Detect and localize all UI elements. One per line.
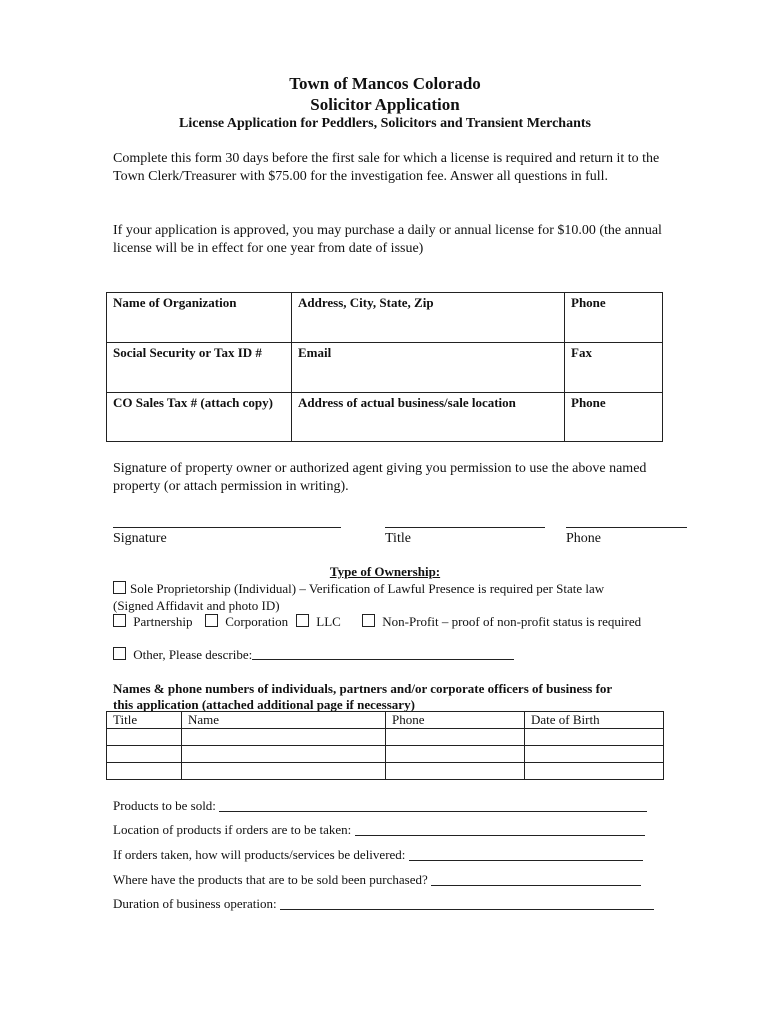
other-describe-line[interactable] [252, 659, 514, 660]
table-cell[interactable] [182, 763, 386, 780]
intro-paragraph-2: If your application is approved, you may purchase a daily or annual license for $10.00 (the annual license will be in effect for one year from date of issue) [113, 223, 662, 256]
sales-tax-cell[interactable]: CO Sales Tax # (attach copy) [107, 393, 292, 442]
phone-label: Phone [566, 531, 601, 546]
people-heading-line-1: Names & phone numbers of individuals, partners and/or corporate officers of business for [113, 681, 613, 696]
other-checkbox[interactable] [113, 647, 126, 660]
non-profit-option [362, 614, 641, 630]
signature-label: Signature [113, 531, 167, 546]
people-table [106, 711, 664, 780]
duration-line[interactable] [280, 897, 654, 910]
ownership-heading: Type of Ownership: [329, 564, 441, 579]
table-cell[interactable] [525, 746, 664, 763]
corporation-label: Corporation [225, 614, 289, 629]
products-question [113, 798, 647, 814]
purchased-line[interactable] [431, 873, 641, 886]
delivery-label: If orders taken, how will products/services be delivered: [113, 847, 406, 862]
table-cell[interactable] [386, 746, 525, 763]
purchased-label: Where have the products that are to be sold been purchased? [113, 872, 428, 887]
form-subtitle: License Application for Peddlers, Solicitors and Transient Merchants [179, 116, 591, 131]
table-cell[interactable] [107, 729, 182, 746]
org-phone-cell[interactable]: Phone [565, 293, 663, 343]
col-name-header: Name [182, 712, 386, 729]
table-cell[interactable] [107, 763, 182, 780]
table-cell[interactable] [525, 763, 664, 780]
sale-phone-cell[interactable]: Phone [565, 393, 663, 442]
sole-prop-label: Sole Proprietorship (Individual) – Verification of Lawful Presence is required per State law [130, 581, 605, 596]
sole-prop-note: (Signed Affidavit and photo ID) [113, 598, 280, 613]
other-option [113, 647, 514, 663]
title-line[interactable] [385, 527, 545, 528]
table-cell[interactable] [182, 729, 386, 746]
email-cell[interactable]: Email [292, 343, 565, 393]
partnership-label: Partnership [133, 614, 193, 629]
fax-cell[interactable]: Fax [565, 343, 663, 393]
purchased-question [113, 872, 641, 888]
title-label: Title [385, 531, 411, 546]
phone-line[interactable] [566, 527, 687, 528]
non-profit-checkbox[interactable] [362, 614, 375, 627]
intro-paragraph-1: Complete this form 30 days before the first sale for which a license is required and return it to the Town Clerk/Treasurer with $75.00 for the investigation fee. Answer all questions in full. [113, 151, 660, 184]
delivery-line[interactable] [409, 848, 643, 861]
partnership-checkbox[interactable] [113, 614, 126, 627]
col-title-header: Title [107, 712, 182, 729]
people-heading [113, 681, 612, 713]
llc-checkbox[interactable] [296, 614, 309, 627]
duration-question [113, 896, 654, 912]
organization-info-table [106, 292, 663, 442]
table-cell[interactable] [386, 729, 525, 746]
town-title: Town of Mancos Colorado [289, 74, 481, 93]
duration-label: Duration of business operation: [113, 896, 277, 911]
sale-location-cell[interactable]: Address of actual business/sale location [292, 393, 565, 442]
signature-line[interactable] [113, 527, 341, 528]
non-profit-label: Non-Profit – proof of non-profit status is required [382, 614, 642, 629]
corporation-option [205, 614, 288, 630]
sole-prop-option [113, 581, 604, 597]
corporation-checkbox[interactable] [205, 614, 218, 627]
llc-label: LLC [316, 614, 341, 629]
table-row [107, 763, 664, 780]
location-question [113, 822, 645, 838]
products-line[interactable] [219, 799, 647, 812]
location-label: Location of products if orders are to be taken: [113, 822, 352, 837]
sole-prop-checkbox[interactable] [113, 581, 126, 594]
other-label: Other, Please describe: [133, 647, 253, 662]
delivery-question [113, 847, 643, 863]
partnership-option [113, 614, 192, 630]
table-cell[interactable] [182, 746, 386, 763]
location-line[interactable] [355, 823, 645, 836]
people-heading-line-2: this application (attached additional page if necessary) [113, 697, 415, 712]
table-cell[interactable] [525, 729, 664, 746]
form-title: Solicitor Application [310, 95, 460, 114]
org-name-cell[interactable]: Name of Organization [107, 293, 292, 343]
org-address-cell[interactable]: Address, City, State, Zip [292, 293, 565, 343]
col-dob-header: Date of Birth [525, 712, 664, 729]
col-phone-header: Phone [386, 712, 525, 729]
table-cell[interactable] [386, 763, 525, 780]
products-label: Products to be sold: [113, 798, 216, 813]
table-row [107, 746, 664, 763]
llc-option [296, 614, 341, 630]
table-cell[interactable] [107, 746, 182, 763]
permission-text: Signature of property owner or authorized agent giving you permission to use the above named property (or attach permission in writing). [113, 461, 647, 494]
tax-id-cell[interactable]: Social Security or Tax ID # [107, 343, 292, 393]
table-row [107, 729, 664, 746]
